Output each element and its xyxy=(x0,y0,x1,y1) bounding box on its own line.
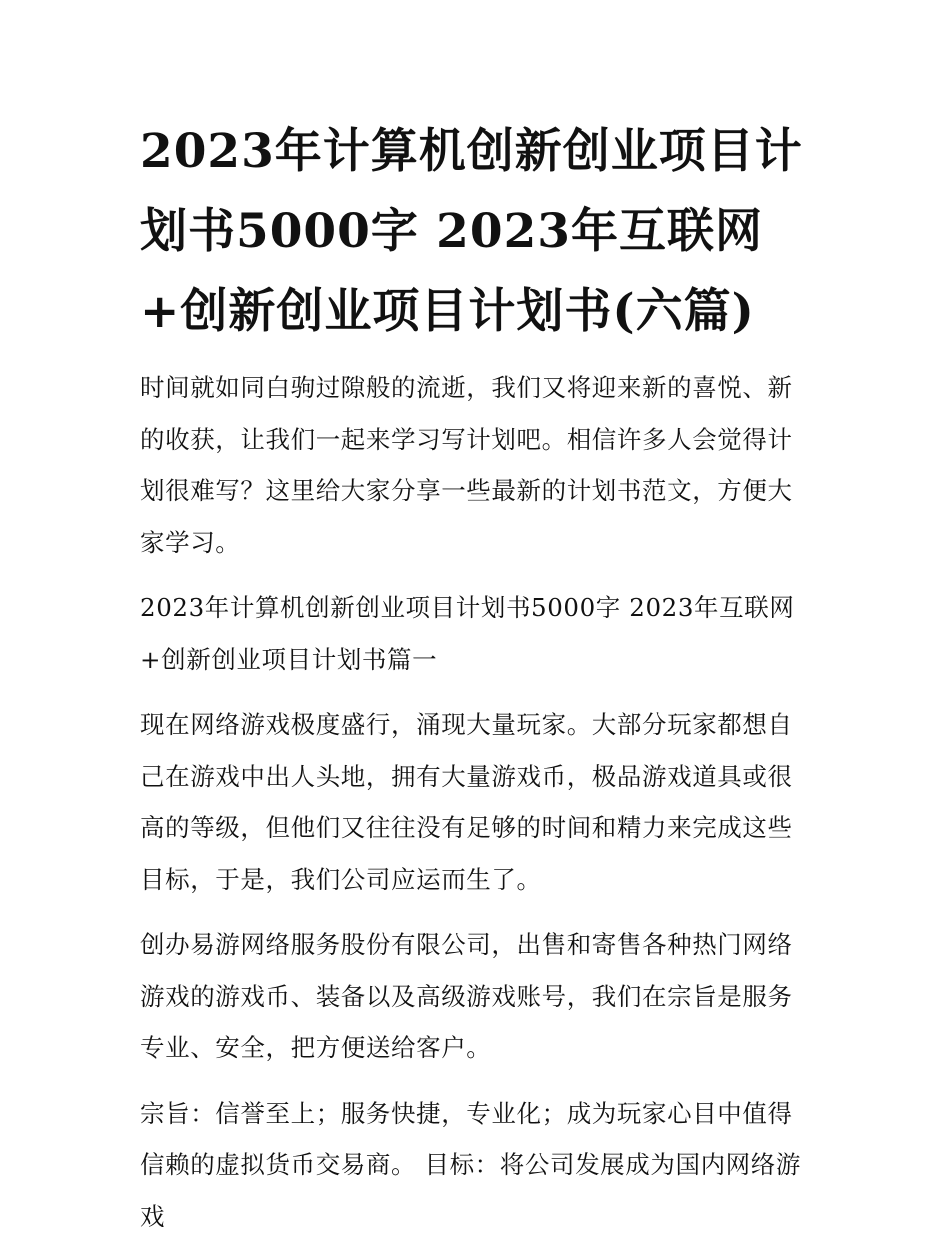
body-paragraph: 现在网络游戏极度盛行，涌现大量玩家。大部分玩家都想自己在游戏中出人头地，拥有大量游戏币，极品游戏道具或很高的等级，但他们又往往没有足够的时间和精力来完成这些目标，于是，我们公司应运而生了。 xyxy=(140,699,812,905)
section-heading: 2023年计算机创新创业项目计划书5000字 2023年互联网+创新创业项目计划书篇一 xyxy=(140,582,812,685)
body-paragraph: 创办易游网络服务股份有限公司，出售和寄售各种热门网络游戏的游戏币、装备以及高级游戏账号，我们在宗旨是服务专业、安全，把方便送给客户。 xyxy=(140,919,812,1074)
document-page xyxy=(140,112,812,1242)
intro-paragraph: 时间就如同白驹过隙般的流逝，我们又将迎来新的喜悦、新的收获，让我们一起来学习写计划吧。相信许多人会觉得计划很难写？这里给大家分享一些最新的计划书范文，方便大家学习。 xyxy=(140,362,812,568)
document-title: 2023年计算机创新创业项目计划书5000字 2023年互联网+创新创业项目计划书(六篇) xyxy=(140,112,812,352)
body-paragraph: 宗旨：信誉至上；服务快捷，专业化；成为玩家心目中值得信赖的虚拟货币交易商。 目标：将公司发展成为国内网络游戏 xyxy=(140,1088,812,1242)
